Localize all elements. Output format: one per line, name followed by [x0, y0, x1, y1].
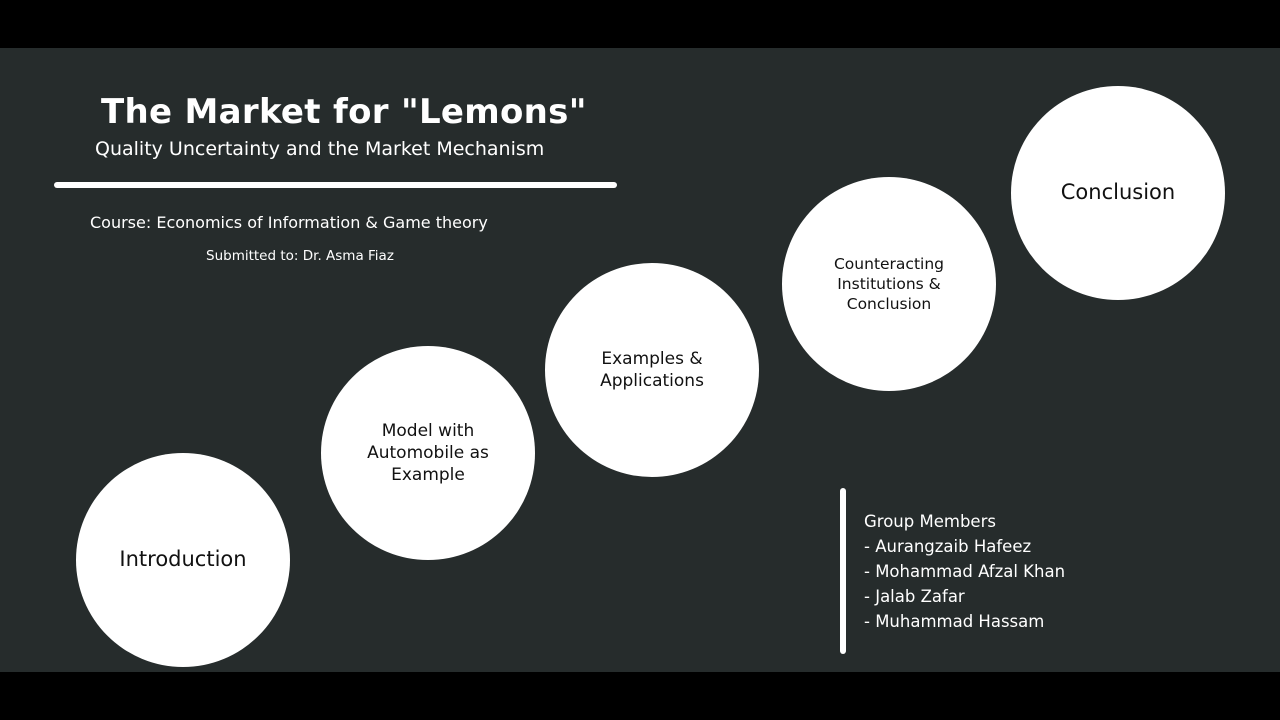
topic-label: Counteracting Institutions & Conclusion	[833, 254, 944, 314]
title-divider	[54, 182, 617, 188]
course-label: Course: Economics of Information & Game theory	[90, 213, 488, 232]
slide	[0, 48, 1280, 672]
topic-label: Examples & Applications	[600, 348, 704, 391]
submitted-to-label: Submitted to: Dr. Asma Fiaz	[206, 248, 394, 264]
topic-circle-institutions[interactable]	[782, 177, 996, 391]
group-members-heading: Group Members	[864, 512, 996, 531]
group-member: - Aurangzaib Hafeez	[864, 537, 1032, 556]
group-member: - Jalab Zafar	[864, 587, 965, 606]
topic-label: Conclusion	[1060, 180, 1176, 205]
slide-title: The Market for "Lemons"	[101, 92, 587, 132]
topic-label: Introduction	[119, 547, 247, 572]
topic-circle-examples[interactable]	[545, 263, 759, 477]
topic-circle-conclusion[interactable]	[1011, 86, 1225, 300]
topic-label: Model with Automobile as Example	[367, 420, 489, 486]
members-divider	[840, 488, 846, 654]
group-member: - Muhammad Hassam	[864, 612, 1045, 631]
slide-subtitle: Quality Uncertainty and the Market Mechanism	[95, 138, 545, 160]
topic-circle-model[interactable]	[321, 346, 535, 560]
topic-circle-introduction[interactable]	[76, 453, 290, 667]
group-members	[864, 509, 1065, 634]
group-member: - Mohammad Afzal Khan	[864, 562, 1066, 581]
